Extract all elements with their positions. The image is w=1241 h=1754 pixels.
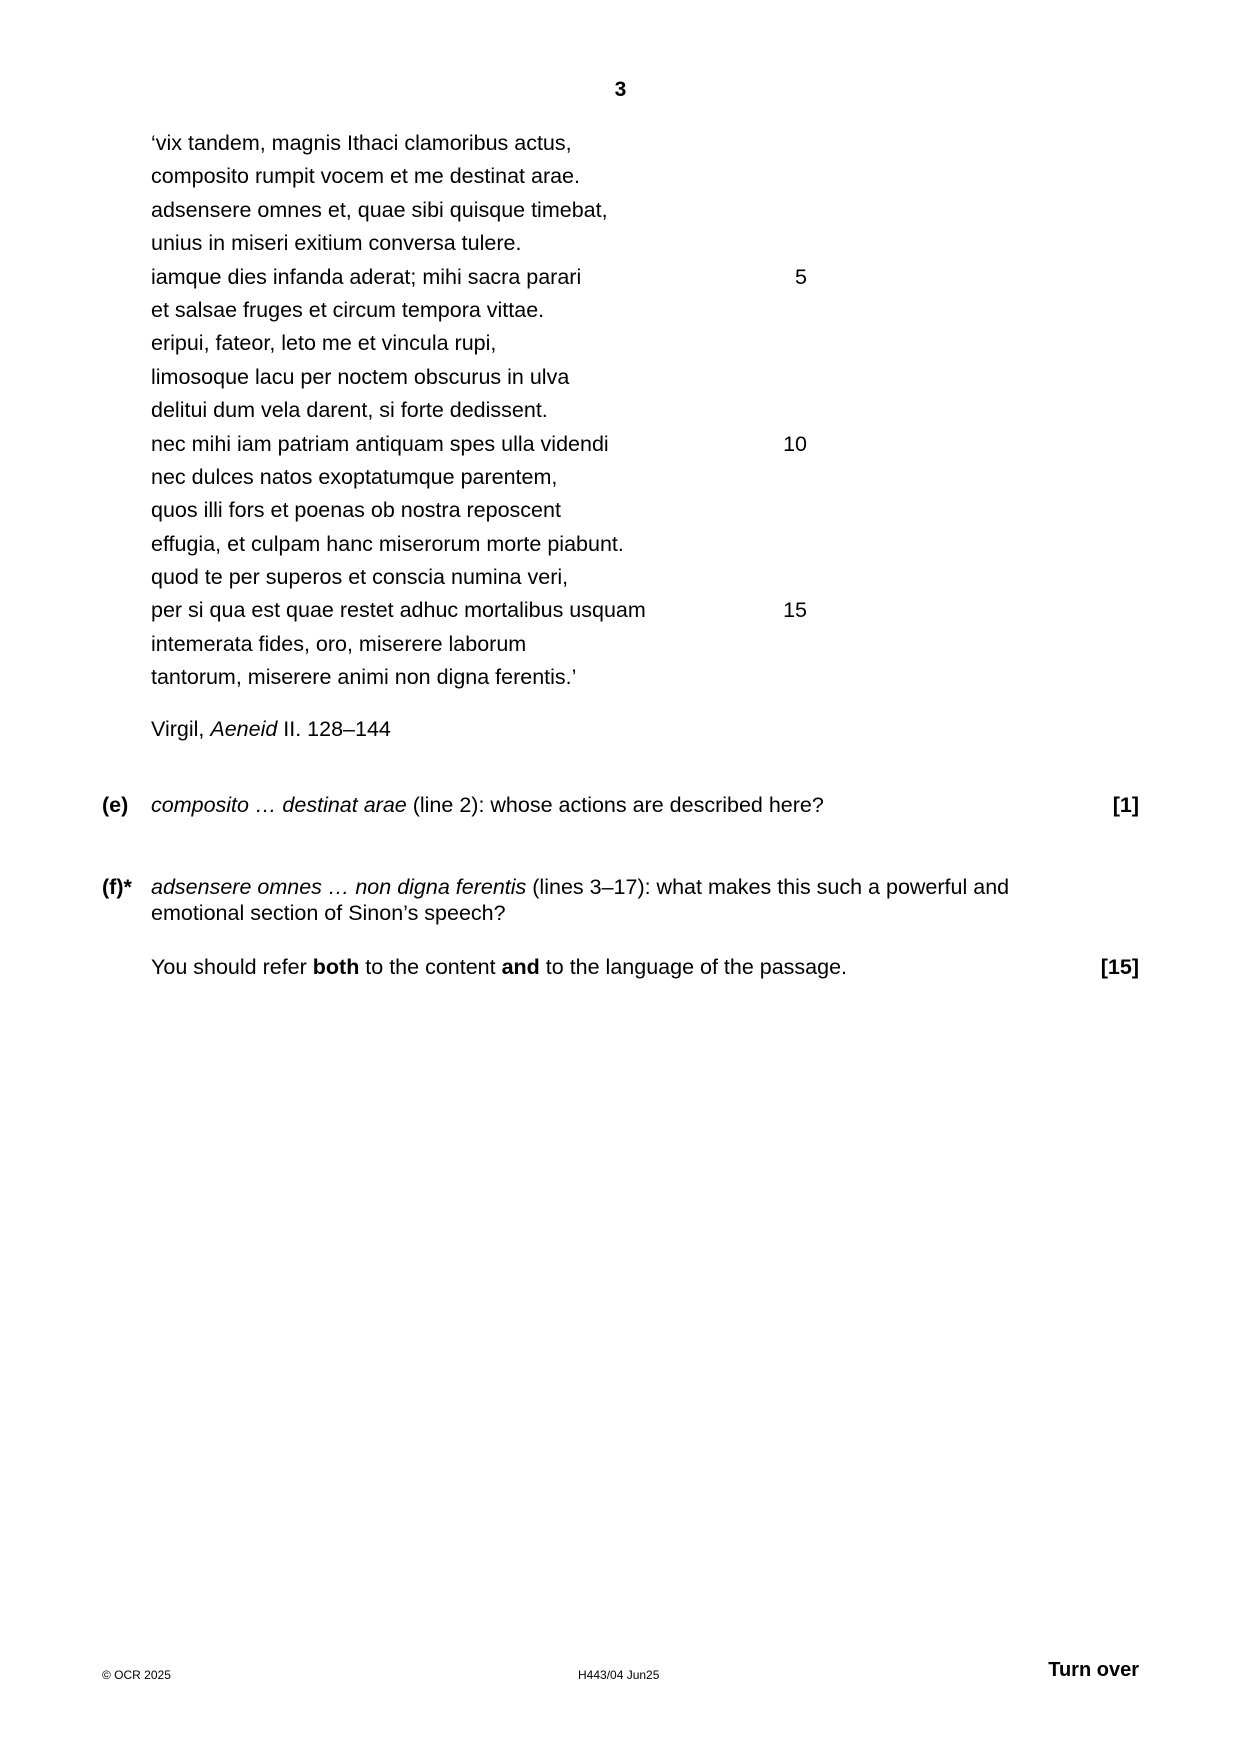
line-number: 5 [795, 264, 807, 289]
passage-line [151, 528, 871, 561]
line-text: limosoque lacu per noctem obscurus in ulva [151, 364, 570, 389]
question-label: (e) [102, 793, 129, 817]
passage-line [151, 160, 871, 193]
passage-line [151, 127, 871, 160]
passage-line [151, 561, 871, 594]
instruction-emphasis: and [501, 955, 540, 979]
passage-line [151, 661, 871, 694]
question-text [151, 874, 1091, 926]
question-body: (line 2): whose actions are described here? [406, 793, 824, 817]
page-number: 3 [614, 78, 627, 101]
passage-line [151, 494, 871, 527]
line-text: delitui dum vela darent, si forte dedissent. [151, 398, 548, 423]
line-text: nec dulces natos exoptatumque parentem, [151, 464, 558, 489]
passage-line [151, 194, 871, 227]
passage-line [151, 628, 871, 661]
line-text: quos illi fors et poenas ob nostra reposcent [151, 498, 561, 523]
citation-author: Virgil, [151, 717, 211, 741]
passage-line [151, 261, 871, 294]
question-body: (lines 3–17): what makes this such a powerful and emotional section of Sinon’s speech? [151, 875, 1010, 925]
passage-line [151, 327, 871, 360]
line-number: 10 [783, 431, 807, 456]
passage-line [151, 294, 871, 327]
passage-line [151, 394, 871, 427]
line-text: effugia, et culpam hanc miserorum morte piabunt. [151, 531, 624, 556]
line-number: 15 [783, 598, 807, 623]
passage-citation [151, 714, 391, 744]
line-text: tantorum, miserere animi non digna ferentis.’ [151, 665, 577, 690]
instruction-text [151, 954, 1091, 980]
instruction-part: to the content [359, 955, 502, 979]
question-marks: [15] [1100, 955, 1139, 979]
passage-line [151, 461, 871, 494]
line-text: per si qua est quae restet adhuc mortalibus usquam [151, 598, 646, 623]
line-text: quod te per superos et conscia numina veri, [151, 565, 569, 590]
latin-passage [151, 127, 871, 695]
line-text: composito rumpit vocem et me destinat arae. [151, 164, 580, 189]
instruction-part: to the language of the passage. [539, 955, 848, 979]
citation-reference: II. 128–144 [277, 717, 391, 741]
line-text: adsensere omnes et, quae sibi quisque timebat, [151, 197, 608, 222]
passage-line [151, 428, 871, 461]
line-text: unius in miseri exitium conversa tulere. [151, 231, 522, 256]
question-text [151, 792, 1091, 818]
instruction-part: You should refer [151, 955, 313, 979]
question-marks: [1] [1112, 793, 1139, 817]
question-quote: adsensere omnes … non digna ferentis [151, 875, 527, 899]
line-text: ‘vix tandem, magnis Ithaci clamoribus actus, [151, 131, 572, 155]
passage-line [151, 594, 871, 627]
footer-paper-code: H443/04 Jun25 [578, 1668, 660, 1682]
question-quote: composito … destinat arae [151, 793, 407, 817]
line-text: intemerata fides, oro, miserere laborum [151, 631, 527, 656]
passage-line [151, 361, 871, 394]
instruction-emphasis: both [312, 955, 360, 979]
footer-turn-over: Turn over [1048, 1659, 1139, 1681]
footer-copyright: © OCR 2025 [102, 1668, 171, 1682]
line-text: eripui, fateor, leto me et vincula rupi, [151, 331, 497, 356]
passage-line [151, 227, 871, 260]
line-text: nec mihi iam patriam antiquam spes ulla videndi [151, 431, 609, 456]
line-text: et salsae fruges et circum tempora vittae. [151, 297, 545, 322]
question-label: (f)* [102, 875, 132, 899]
line-text: iamque dies infanda aderat; mihi sacra parari [151, 264, 582, 289]
citation-work: Aeneid [210, 717, 278, 741]
